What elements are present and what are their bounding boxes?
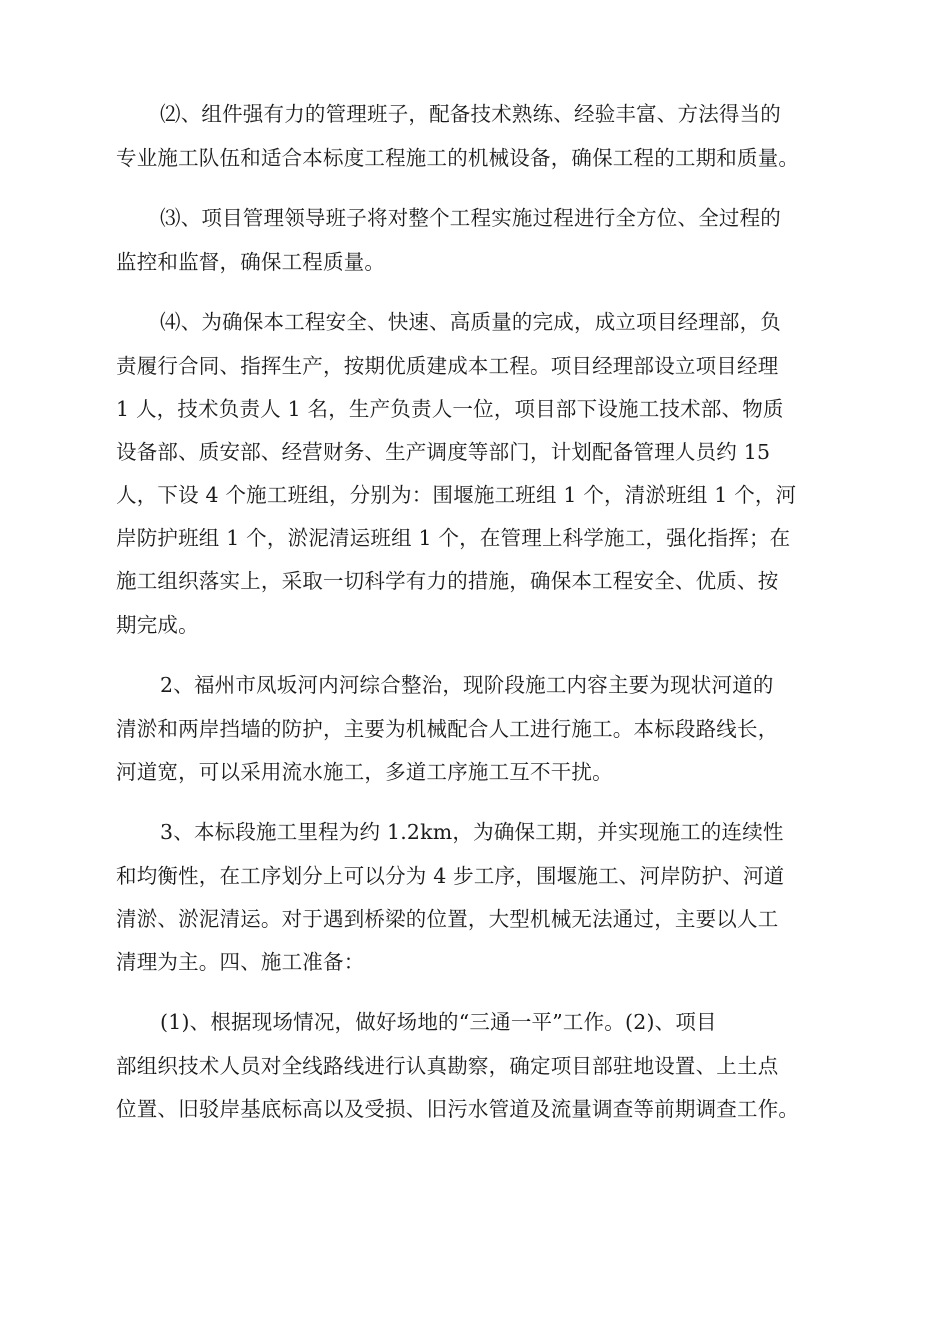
- text-line: 清淤和两岸挡墙的防护，主要为机械配合人工进行施工。本标段路线长，: [116, 717, 779, 741]
- text-line: ⑷、为确保本工程安全、快速、高质量的完成，成立项目经理部，负: [160, 310, 781, 334]
- text-line: 专业施工队伍和适合本标度工程施工的机械设备，确保工程的工期和质量。: [116, 146, 800, 170]
- text-line: ⑵、组件强有力的管理班子，配备技术熟练、经验丰富、方法得当的: [160, 102, 781, 126]
- text-line: 设备部、质安部、经营财务、生产调度等部门，计划配备管理人员约 15: [116, 440, 771, 464]
- text-line: 清淤、淤泥清运。对于遇到桥梁的位置，大型机械无法通过，主要以人工: [116, 907, 779, 931]
- text-line: 部组织技术人员对全线路线进行认真勘察，确定项目部驻地设置、上土点: [116, 1054, 779, 1078]
- text-line: 责履行合同、指挥生产，按期优质建成本工程。项目经理部设立项目经理: [116, 354, 779, 378]
- text-line: 清理为主。四、施工准备：: [116, 950, 365, 974]
- text-line: ⑶、项目管理领导班子将对整个工程实施过程进行全方位、全过程的: [160, 206, 781, 230]
- text-line: 3、本标段施工里程为约 1.2km，为确保工期，并实现施工的连续性: [160, 820, 784, 844]
- text-line: 监控和监督，确保工程质量。: [116, 250, 386, 274]
- text-line: 岸防护班组 1 个，淤泥清运班组 1 个，在管理上科学施工，强化指挥；在: [116, 526, 791, 550]
- text-line: 施工组织落实上，采取一切科学有力的措施，确保本工程安全、优质、按: [116, 569, 779, 593]
- text-line: 河道宽，可以采用流水施工，多道工序施工互不干扰。: [116, 760, 613, 784]
- text-line: 1 人，技术负责人 1 名，生产负责人一位，项目部下设施工技术部、物质: [116, 397, 784, 421]
- text-line: 和均衡性，在工序划分上可以分为 4 步工序，围堰施工、河岸防护、河道: [116, 864, 785, 888]
- text-line: 2、福州市凤坂河内河综合整治，现阶段施工内容主要为现状河道的: [160, 673, 774, 697]
- text-line: 人，下设 4 个施工班组，分别为：围堰施工班组 1 个，清淤班组 1 个，河: [116, 483, 797, 507]
- text-line: 位置、旧驳岸基底标高以及受损、旧污水管道及流量调查等前期调查工作。: [116, 1097, 800, 1121]
- text-line: (1)、根据现场情况，做好场地的“三通一平”工作。(2)、项目: [160, 1010, 717, 1034]
- text-line: 期完成。: [116, 613, 199, 637]
